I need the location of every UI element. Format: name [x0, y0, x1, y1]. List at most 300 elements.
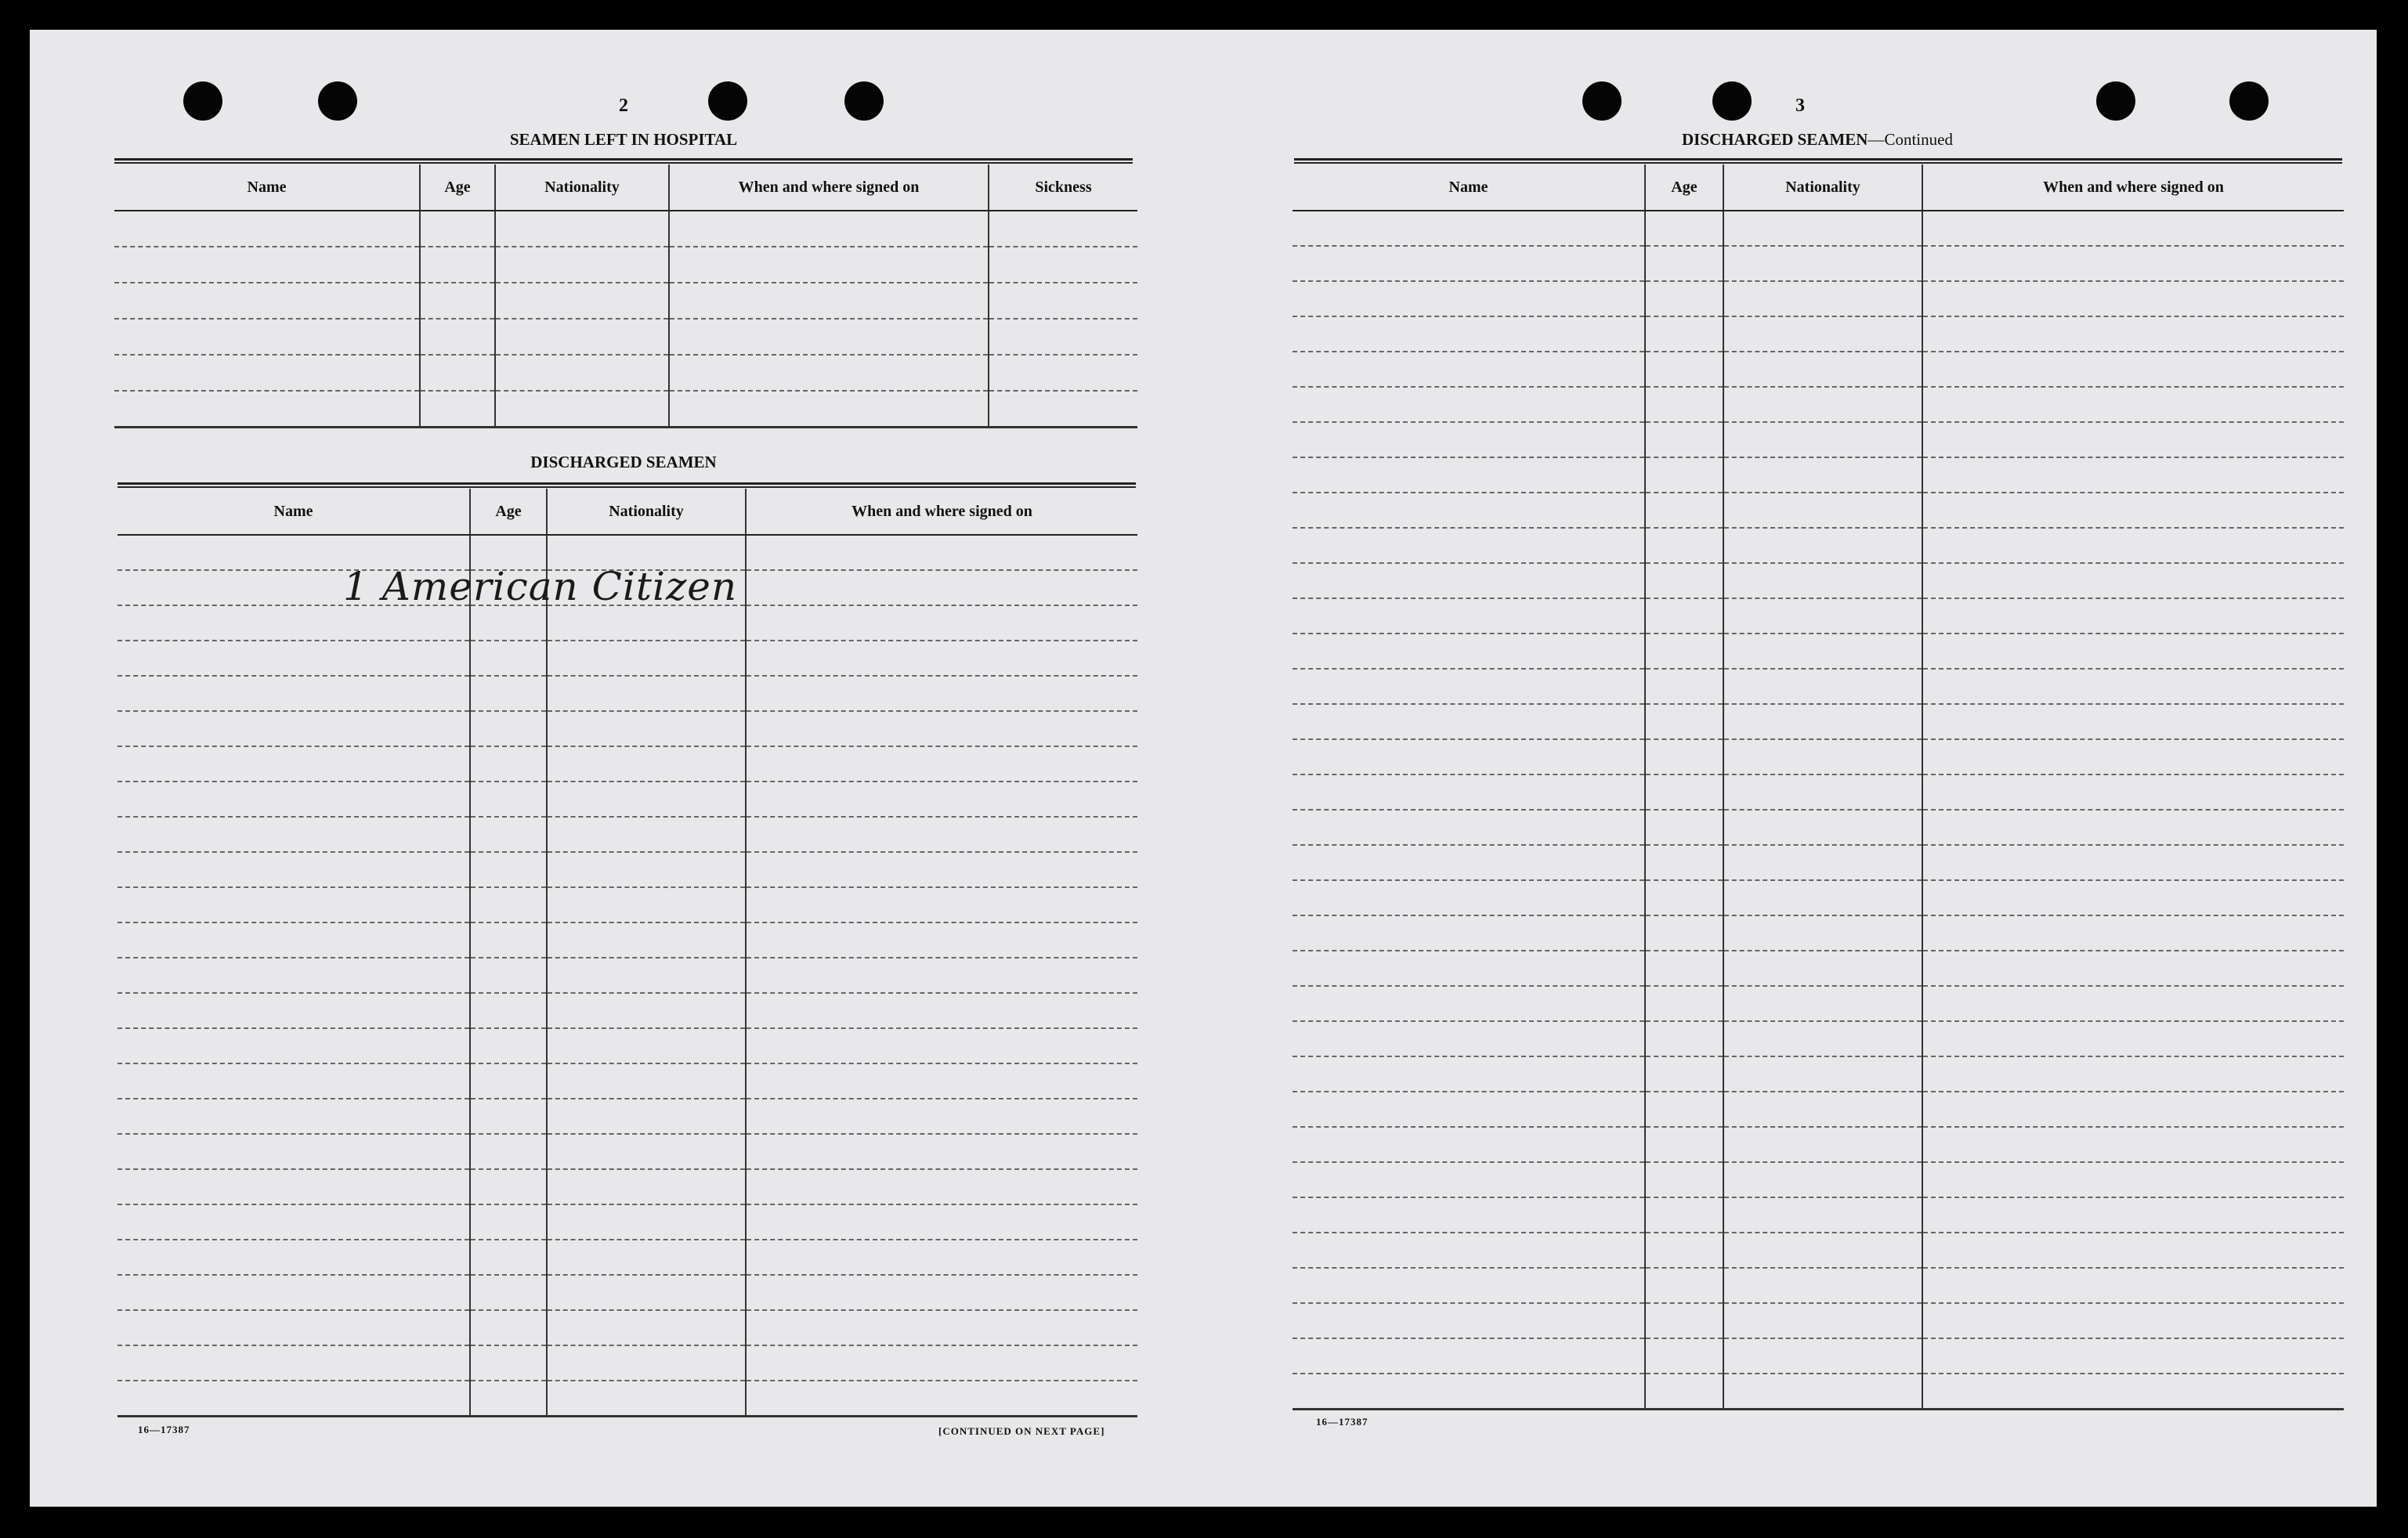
table-cell	[118, 1028, 470, 1063]
table-cell	[114, 247, 420, 283]
table-cell	[1922, 951, 2344, 986]
table-row	[1293, 915, 2344, 951]
table-cell	[420, 355, 495, 391]
table-cell	[1293, 211, 1645, 246]
table-cell	[470, 1381, 547, 1417]
table-cell	[547, 887, 746, 922]
table-cell	[1645, 493, 1723, 528]
table-cell	[1645, 880, 1723, 915]
table-cell	[1645, 1056, 1723, 1092]
hospital-title: SEAMEN LEFT IN HOSPITAL	[509, 130, 738, 149]
table-cell	[495, 283, 669, 319]
table-cell	[989, 355, 1137, 391]
table-cell	[746, 852, 1137, 887]
table-cell	[118, 746, 470, 782]
punch-hole	[1582, 81, 1622, 121]
table-cell	[746, 676, 1137, 711]
double-rule	[1294, 158, 2342, 164]
table-cell	[470, 922, 547, 958]
table-row	[118, 1028, 1137, 1063]
continued-note: [CONTINUED ON NEXT PAGE]	[938, 1425, 1105, 1437]
column-header-nationality: Nationality	[1723, 164, 1922, 211]
table-cell	[1645, 457, 1723, 493]
table-row	[1293, 281, 2344, 316]
table-cell	[1293, 774, 1645, 810]
table-cell	[547, 746, 746, 782]
discharged-table	[118, 489, 1137, 1417]
table-cell	[1645, 1338, 1723, 1374]
table-row	[118, 676, 1137, 711]
table-cell	[1645, 915, 1723, 951]
table-cell	[746, 641, 1137, 676]
table-row	[118, 993, 1137, 1028]
table-cell	[1645, 845, 1723, 880]
table-cell	[746, 993, 1137, 1028]
table-cell	[1723, 915, 1922, 951]
table-cell	[547, 676, 746, 711]
column-header-name: Name	[114, 164, 420, 211]
table-cell	[547, 1099, 746, 1134]
table-row	[1293, 669, 2344, 704]
table-cell	[1922, 246, 2344, 281]
table-cell	[118, 852, 470, 887]
table-cell	[1723, 634, 1922, 669]
table-cell	[470, 1345, 547, 1381]
table-row	[1293, 986, 2344, 1021]
table-cell	[114, 283, 420, 319]
table-cell	[1723, 352, 1922, 387]
table-cell	[1293, 352, 1645, 387]
table-cell	[1645, 986, 1723, 1021]
table-row	[1293, 1162, 2344, 1197]
table-row	[1293, 457, 2344, 493]
table-cell	[1293, 493, 1645, 528]
table-row	[1293, 810, 2344, 845]
table-cell	[1293, 1303, 1645, 1338]
table-cell	[1922, 1127, 2344, 1162]
table-cell	[118, 887, 470, 922]
table-cell	[1293, 845, 1645, 880]
table-cell	[1645, 352, 1723, 387]
table-cell	[1293, 1374, 1645, 1410]
table-cell	[114, 319, 420, 355]
table-cell	[746, 817, 1137, 852]
table-cell	[1645, 1092, 1723, 1127]
table-cell	[1645, 598, 1723, 634]
table-row	[114, 247, 1137, 283]
table-row	[118, 1134, 1137, 1169]
table-cell	[1645, 422, 1723, 457]
table-cell	[118, 1099, 470, 1134]
table-cell	[470, 993, 547, 1028]
table-cell	[1922, 1374, 2344, 1410]
table-cell	[669, 319, 989, 355]
table-row	[1293, 1056, 2344, 1092]
table-cell	[1922, 387, 2344, 422]
punch-hole	[183, 81, 222, 121]
column-header-sickness: Sickness	[989, 164, 1137, 211]
table-cell	[1645, 246, 1723, 281]
table-cell	[1723, 1021, 1922, 1056]
table-row	[1293, 528, 2344, 563]
table-cell	[1293, 316, 1645, 352]
table-cell	[746, 1381, 1137, 1417]
table-cell	[1293, 281, 1645, 316]
table-cell	[118, 817, 470, 852]
punch-hole	[1712, 81, 1752, 121]
handwritten-entry: 1 American Citizen	[343, 564, 738, 609]
table-cell	[1723, 493, 1922, 528]
table-cell	[746, 1275, 1137, 1310]
table-row	[1293, 1092, 2344, 1127]
table-cell	[470, 958, 547, 993]
table-row	[118, 852, 1137, 887]
table-cell	[1922, 845, 2344, 880]
table-cell	[1723, 986, 1922, 1021]
column-header-age: Age	[420, 164, 495, 211]
table-row	[1293, 387, 2344, 422]
table-cell	[547, 1240, 746, 1275]
table-row	[118, 817, 1137, 852]
table-cell	[547, 605, 746, 641]
table-cell	[420, 391, 495, 428]
table-cell	[1293, 1056, 1645, 1092]
column-header-when-where: When and where signed on	[746, 489, 1137, 535]
table-cell	[1645, 1162, 1723, 1197]
table-cell	[1645, 1268, 1723, 1303]
table-cell	[746, 746, 1137, 782]
table-cell	[470, 1028, 547, 1063]
document-sheet	[30, 30, 2377, 1507]
table-cell	[669, 355, 989, 391]
table-cell	[470, 1310, 547, 1345]
table-cell	[547, 1310, 746, 1345]
table-cell	[118, 782, 470, 817]
table-cell	[746, 782, 1137, 817]
table-cell	[547, 1134, 746, 1169]
table-cell	[470, 782, 547, 817]
table-cell	[470, 887, 547, 922]
table-cell	[1293, 634, 1645, 669]
table-cell	[1293, 246, 1645, 281]
table-cell	[118, 1310, 470, 1345]
form-number-left: 16—17387	[138, 1424, 190, 1435]
table-cell	[746, 1310, 1137, 1345]
table-cell	[1723, 246, 1922, 281]
table-cell	[470, 1099, 547, 1134]
table-header-row	[1293, 164, 2344, 211]
table-cell	[118, 605, 470, 641]
table-cell	[470, 1063, 547, 1099]
table-cell	[1293, 387, 1645, 422]
table-cell	[547, 852, 746, 887]
table-cell	[470, 1275, 547, 1310]
table-cell	[1293, 739, 1645, 774]
page-number-left: 2	[619, 96, 630, 116]
table-cell	[1645, 704, 1723, 739]
table-cell	[1293, 810, 1645, 845]
table-cell	[470, 1240, 547, 1275]
discharged-continued-table	[1293, 164, 2344, 1410]
table-cell	[1723, 1303, 1922, 1338]
table-cell	[1922, 774, 2344, 810]
table-cell	[547, 817, 746, 852]
table-cell	[1723, 1162, 1922, 1197]
table-cell	[1723, 1127, 1922, 1162]
table-cell	[118, 1063, 470, 1099]
table-cell	[1293, 669, 1645, 704]
table-cell	[1293, 1338, 1645, 1374]
table-cell	[547, 1063, 746, 1099]
table-cell	[470, 1169, 547, 1204]
table-cell	[470, 852, 547, 887]
table-cell	[1723, 387, 1922, 422]
table-cell	[989, 391, 1137, 428]
table-cell	[1922, 211, 2344, 246]
table-row	[1293, 774, 2344, 810]
table-cell	[547, 922, 746, 958]
table-cell	[746, 1063, 1137, 1099]
table-cell	[1293, 951, 1645, 986]
table-cell	[746, 1240, 1137, 1275]
table-cell	[495, 319, 669, 355]
table-row	[118, 1310, 1137, 1345]
table-cell	[547, 782, 746, 817]
table-cell	[470, 711, 547, 746]
table-cell	[470, 605, 547, 641]
table-cell	[1922, 1338, 2344, 1374]
table-cell	[1645, 774, 1723, 810]
table-cell	[1922, 810, 2344, 845]
table-cell	[746, 922, 1137, 958]
table-cell	[547, 1275, 746, 1310]
double-rule	[118, 482, 1136, 488]
table-cell	[470, 817, 547, 852]
table-cell	[118, 1381, 470, 1417]
table-cell	[1293, 1233, 1645, 1268]
table-cell	[1922, 316, 2344, 352]
table-cell	[1645, 1233, 1723, 1268]
table-cell	[1922, 422, 2344, 457]
table-cell	[669, 211, 989, 247]
table-cell	[989, 247, 1137, 283]
table-cell	[1723, 1056, 1922, 1092]
table-cell	[1645, 634, 1723, 669]
table-row	[114, 391, 1137, 428]
table-header-row	[114, 164, 1137, 211]
column-header-name: Name	[1293, 164, 1645, 211]
table-cell	[1922, 634, 2344, 669]
table-cell	[420, 247, 495, 283]
table-row	[118, 1063, 1137, 1099]
table-row	[1293, 352, 2344, 387]
table-cell	[470, 1204, 547, 1240]
table-cell	[1922, 1303, 2344, 1338]
table-cell	[1922, 1092, 2344, 1127]
table-cell	[669, 247, 989, 283]
table-cell	[495, 247, 669, 283]
table-row	[1293, 246, 2344, 281]
table-cell	[1293, 422, 1645, 457]
table-cell	[746, 887, 1137, 922]
table-row	[1293, 845, 2344, 880]
table-cell	[989, 283, 1137, 319]
table-cell	[1645, 1021, 1723, 1056]
table-row	[118, 1345, 1137, 1381]
table-row	[118, 746, 1137, 782]
table-cell	[989, 211, 1137, 247]
double-rule	[114, 158, 1133, 164]
table-row	[118, 1240, 1137, 1275]
table-header-row	[118, 489, 1137, 535]
table-cell	[1293, 457, 1645, 493]
table-cell	[114, 355, 420, 391]
table-row	[1293, 1338, 2344, 1374]
form-number-right: 16—17387	[1316, 1416, 1369, 1428]
table-cell	[1645, 316, 1723, 352]
table-cell	[1922, 457, 2344, 493]
table-cell	[1922, 1268, 2344, 1303]
table-cell	[746, 958, 1137, 993]
table-cell	[1922, 493, 2344, 528]
table-cell	[1723, 528, 1922, 563]
table-row	[114, 211, 1137, 247]
column-header-nationality: Nationality	[495, 164, 669, 211]
table-cell	[1922, 704, 2344, 739]
table-cell	[1645, 951, 1723, 986]
table-cell	[1922, 1021, 2344, 1056]
table-cell	[1922, 528, 2344, 563]
punch-hole	[2096, 81, 2135, 121]
table-row	[114, 355, 1137, 391]
table-cell	[1723, 1338, 1922, 1374]
table-row	[118, 922, 1137, 958]
table-cell	[1723, 845, 1922, 880]
table-row	[1293, 1127, 2344, 1162]
table-cell	[470, 746, 547, 782]
table-cell	[420, 319, 495, 355]
table-row	[1293, 1197, 2344, 1233]
table-cell	[1922, 880, 2344, 915]
table-cell	[118, 676, 470, 711]
table-cell	[1723, 598, 1922, 634]
punch-hole	[2229, 81, 2269, 121]
table-cell	[1293, 1162, 1645, 1197]
table-cell	[547, 1169, 746, 1204]
table-cell	[1723, 951, 1922, 986]
table-row	[1293, 704, 2344, 739]
table-cell	[746, 1099, 1137, 1134]
table-cell	[118, 1240, 470, 1275]
table-cell	[547, 711, 746, 746]
table-cell	[1645, 528, 1723, 563]
table-cell	[1293, 1197, 1645, 1233]
punch-hole	[708, 81, 747, 121]
table-cell	[114, 211, 420, 247]
table-cell	[1293, 598, 1645, 634]
table-cell	[1645, 281, 1723, 316]
table-row	[1293, 211, 2344, 246]
table-row	[118, 887, 1137, 922]
table-cell	[1723, 704, 1922, 739]
table-row	[1293, 422, 2344, 457]
table-cell	[746, 1204, 1137, 1240]
table-row	[118, 782, 1137, 817]
table-cell	[420, 283, 495, 319]
table-cell	[1293, 528, 1645, 563]
table-cell	[1922, 915, 2344, 951]
table-cell	[118, 1169, 470, 1204]
table-cell	[1723, 739, 1922, 774]
table-cell	[1723, 669, 1922, 704]
table-cell	[547, 641, 746, 676]
table-row	[114, 283, 1137, 319]
discharged-continued-title	[1293, 130, 2342, 150]
table-cell	[1723, 1197, 1922, 1233]
table-cell	[547, 1204, 746, 1240]
table-cell	[746, 1169, 1137, 1204]
table-cell	[118, 1275, 470, 1310]
table-cell	[1293, 1021, 1645, 1056]
table-cell	[1723, 457, 1922, 493]
table-cell	[1922, 1233, 2344, 1268]
table-cell	[1293, 1127, 1645, 1162]
table-row	[118, 1275, 1137, 1310]
punch-hole	[318, 81, 357, 121]
table-row	[1293, 563, 2344, 598]
page-number-right: 3	[1795, 96, 1806, 116]
table-cell	[1723, 422, 1922, 457]
punch-hole	[844, 81, 884, 121]
table-row	[1293, 1268, 2344, 1303]
table-cell	[1645, 1197, 1723, 1233]
table-cell	[547, 1381, 746, 1417]
table-row	[118, 958, 1137, 993]
table-cell	[118, 958, 470, 993]
table-cell	[1645, 1303, 1723, 1338]
table-cell	[118, 711, 470, 746]
column-header-when-where: When and where signed on	[1922, 164, 2344, 211]
table-cell	[989, 319, 1137, 355]
table-cell	[746, 1134, 1137, 1169]
table-row	[118, 1169, 1137, 1204]
table-cell	[669, 391, 989, 428]
table-cell	[495, 211, 669, 247]
table-row	[1293, 316, 2344, 352]
table-cell	[470, 1134, 547, 1169]
table-cell	[1723, 880, 1922, 915]
table-cell	[746, 570, 1137, 605]
table-cell	[1723, 774, 1922, 810]
table-cell	[1645, 387, 1723, 422]
column-header-name: Name	[118, 489, 470, 535]
table-cell	[1723, 1233, 1922, 1268]
table-cell	[1723, 1092, 1922, 1127]
table-row	[1293, 951, 2344, 986]
table-row	[114, 319, 1137, 355]
table-cell	[1645, 1127, 1723, 1162]
table-cell	[1723, 563, 1922, 598]
table-cell	[1922, 1162, 2344, 1197]
table-cell	[1293, 704, 1645, 739]
table-cell	[1645, 211, 1723, 246]
column-header-when-where: When and where signed on	[669, 164, 989, 211]
table-cell	[1922, 669, 2344, 704]
table-row	[1293, 1374, 2344, 1410]
table-cell	[1922, 739, 2344, 774]
table-cell	[118, 1345, 470, 1381]
table-cell	[1723, 281, 1922, 316]
